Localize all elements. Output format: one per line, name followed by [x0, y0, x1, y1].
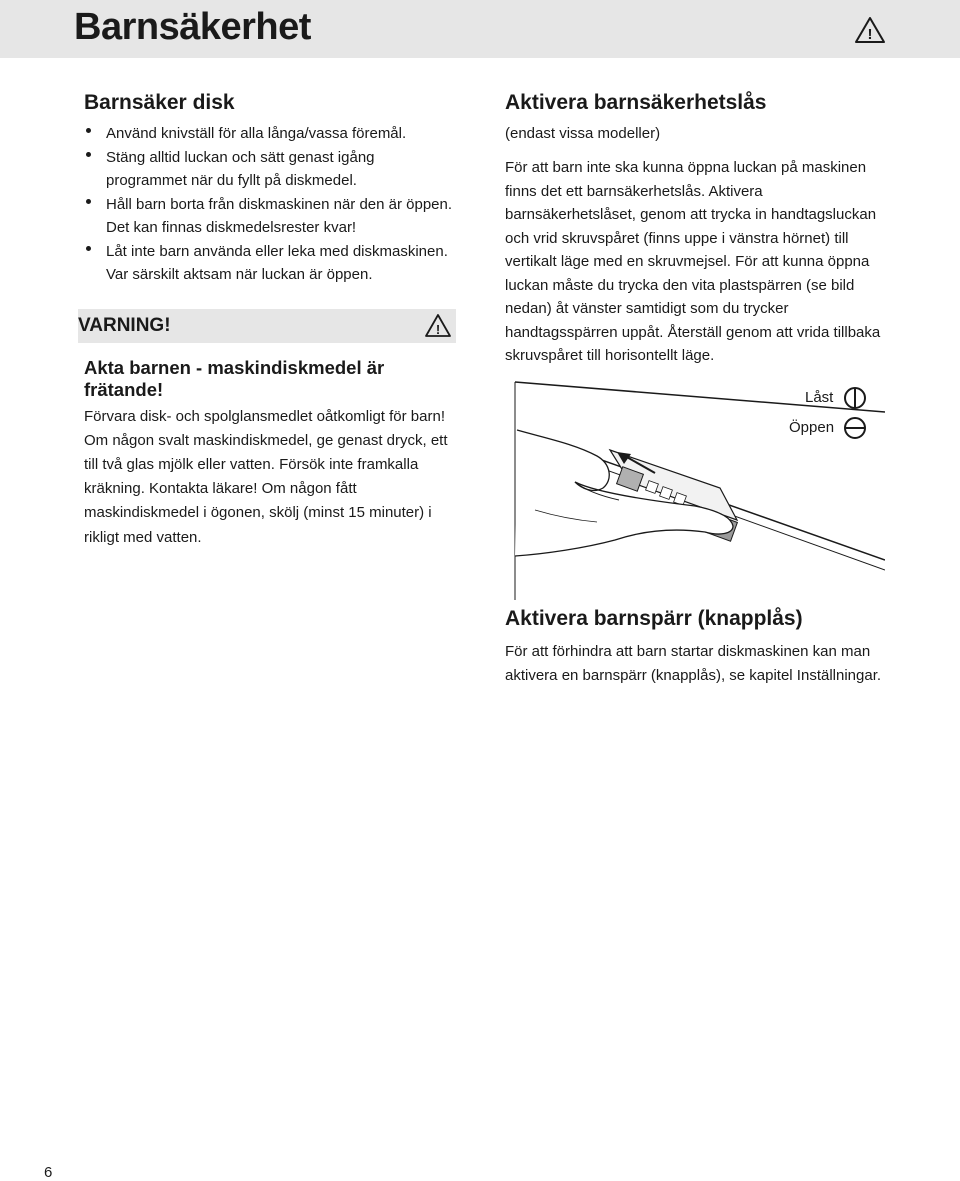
warning-title: VARNING!: [78, 314, 171, 336]
warning-triangle-icon: [854, 16, 886, 44]
locked-label: Låst: [805, 389, 834, 406]
left-column: [78, 88, 459, 550]
safety-bullet-list: [84, 122, 459, 287]
screw-slot-vertical-icon: [843, 386, 867, 410]
section-title-child-lock: Aktivera barnsäkerhetslås: [505, 91, 767, 114]
bullet-item: Låt inte barn använda eller leka med diskmaskinen. Var särskilt aktsam när luckan är öppen.: [84, 240, 459, 287]
bullet-item: Använd knivställ för alla långa/vassa föremål.: [84, 122, 459, 146]
warning-triangle-icon: [424, 313, 452, 338]
svg-text:!: !: [435, 321, 441, 337]
warning-text: Förvara disk- och spolglansmedlet oåtkomligt för barn! Om någon svalt maskindiskmedel, ge genast dryck, ett till två glas mjölk eller vatten. Försök inte framkalla kräkning. Kontakta läkare! Om någon fått maskindiskmedel i ögonen, skölj (minst 15 minuter) i rikligt med vatten.: [84, 407, 448, 546]
warning-banner: [78, 309, 456, 343]
screw-slot-horizontal-icon: [843, 416, 867, 440]
child-lock-instructions: För att barn inte ska kunna öppna luckan på maskinen finns det ett barnsäkerhetslås. Aktivera barnsäkerhetslåset, genom att trycka in handtagsluckan och vrid skruvspåret (finns uppe i vänstra hörnet) till vertikalt läge med en skruvmejsel. För att kunna öppna luckan måste du trycka den vita plastspärren (se bild nedan) åt vänster samtidigt som du trycker handtagsspärren uppåt. Återställ genom att vrida tillbaka skruvspåret till horisontellt läge.: [505, 159, 881, 364]
warning-subtitle: Akta barnen - maskindiskmedel är frätande!: [84, 356, 385, 400]
svg-text:!: !: [867, 26, 873, 43]
model-note: (endast vissa modeller): [505, 125, 661, 142]
page-number: 6: [44, 1164, 53, 1181]
page-title: Barnsäkerhet: [74, 6, 311, 48]
button-lock-text: För att förhindra att barn startar diskmaskinen kan man aktivera en barnspärr (knapplås), se kapitel Inställningar.: [505, 643, 882, 684]
bullet-item: Håll barn borta från diskmaskinen när den är öppen. Det kan finnas diskmedelsrester kvar!: [84, 193, 459, 240]
right-column: [505, 88, 885, 368]
button-lock-section: [505, 604, 885, 688]
section-title-child-safe-dishwashing: Barnsäker disk: [84, 91, 235, 114]
section-title-button-lock: Aktivera barnspärr (knapplås): [505, 607, 803, 630]
open-label: Öppen: [789, 419, 835, 436]
child-lock-illustration: [505, 370, 885, 600]
bullet-item: Stäng alltid luckan och sätt genast igång programmet när du fyllt på diskmedel.: [84, 146, 459, 193]
